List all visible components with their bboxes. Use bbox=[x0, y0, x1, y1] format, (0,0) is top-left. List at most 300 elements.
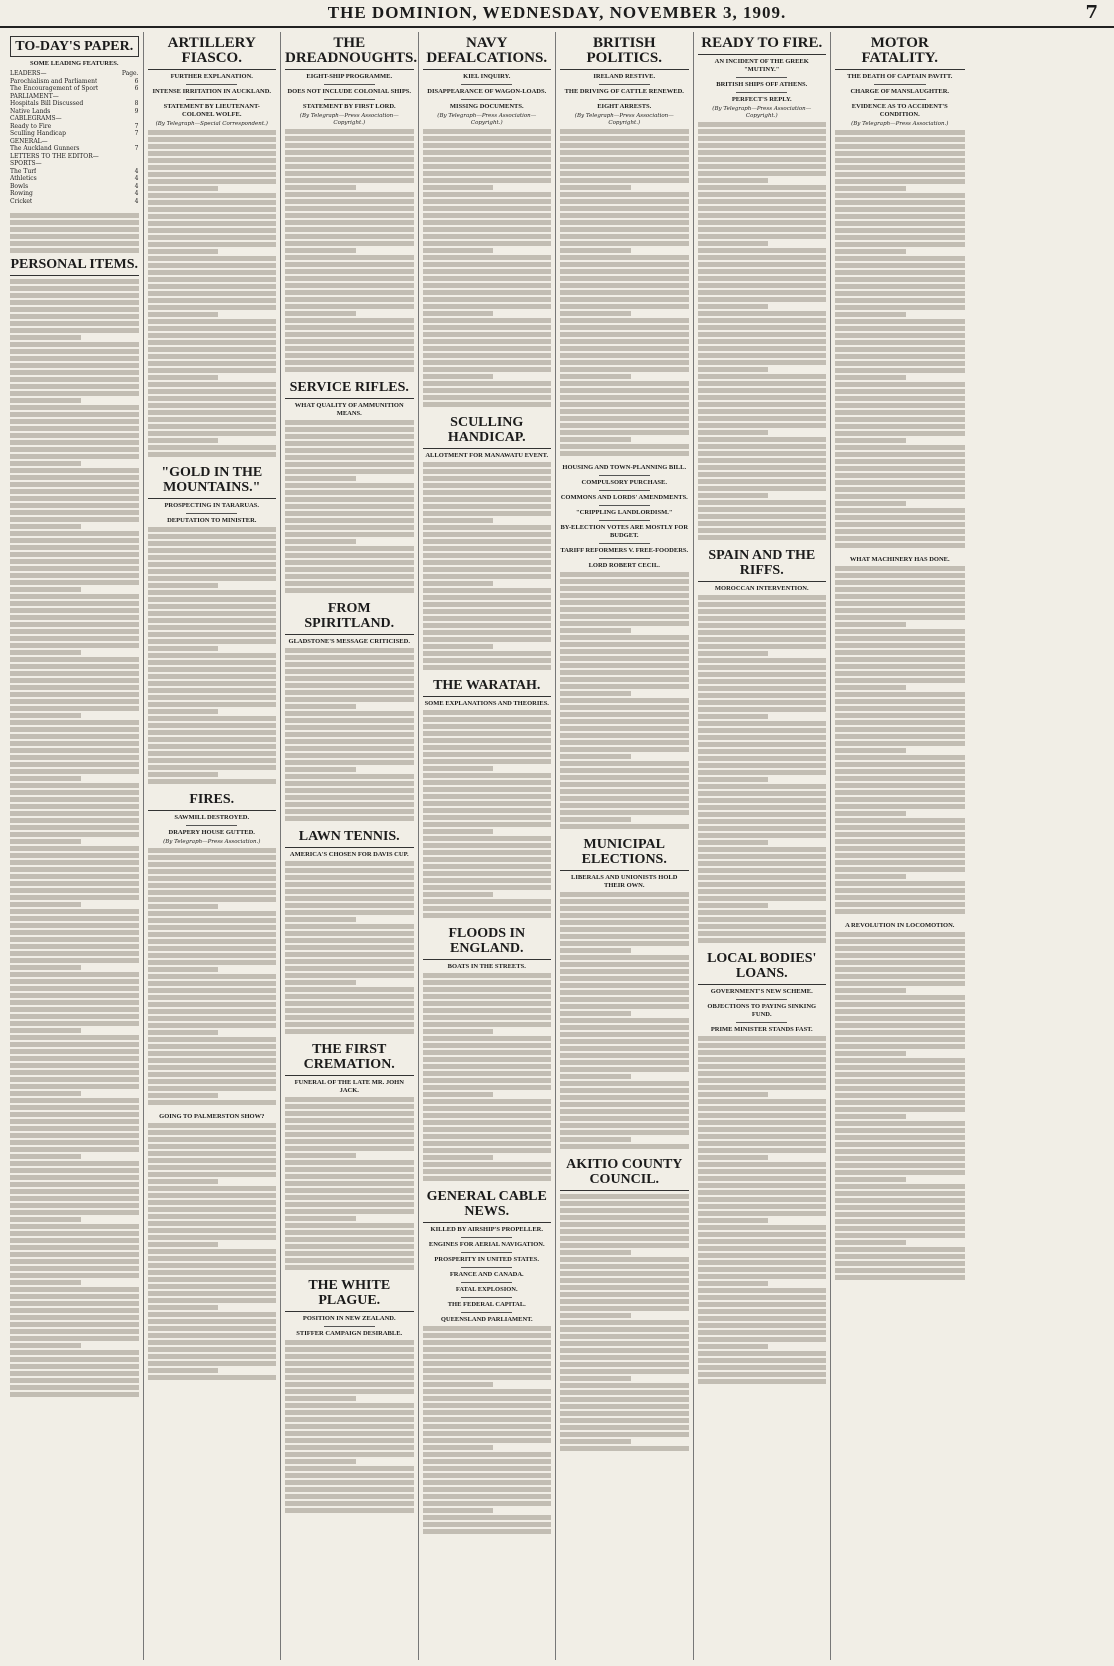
column-5 bbox=[556, 32, 694, 1660]
text-line bbox=[835, 573, 965, 578]
text-line bbox=[835, 783, 965, 788]
text-line bbox=[285, 539, 356, 544]
text-line bbox=[698, 367, 769, 372]
text-line bbox=[285, 157, 414, 162]
text-line bbox=[423, 1445, 494, 1450]
text-line bbox=[423, 829, 494, 834]
text-line bbox=[698, 1253, 827, 1258]
text-line bbox=[10, 755, 139, 760]
index-row bbox=[10, 115, 139, 123]
text-line bbox=[698, 616, 827, 621]
divider bbox=[461, 1267, 512, 1268]
text-line bbox=[148, 1165, 277, 1170]
text-line bbox=[148, 611, 277, 616]
text-line bbox=[560, 339, 689, 344]
section-subhead: OBJECTIONS TO PAYING SINKING FUND. bbox=[707, 1003, 817, 1018]
text-line bbox=[835, 305, 965, 310]
divider bbox=[461, 1237, 512, 1238]
text-line bbox=[285, 924, 414, 929]
index-label: Rowing bbox=[10, 190, 33, 197]
text-line bbox=[835, 1037, 965, 1042]
text-line bbox=[285, 269, 414, 274]
text-line bbox=[285, 732, 414, 737]
text-line bbox=[148, 1144, 277, 1149]
text-line bbox=[835, 1233, 965, 1238]
text-line bbox=[148, 1263, 277, 1268]
divider bbox=[736, 77, 787, 78]
text-line bbox=[560, 1425, 689, 1430]
text-line bbox=[835, 1219, 965, 1224]
text-line bbox=[423, 402, 552, 407]
text-line bbox=[560, 691, 631, 696]
text-line bbox=[10, 1252, 139, 1257]
section-subhead: POSITION IN NEW ZEALAND. bbox=[302, 1315, 396, 1322]
text-line bbox=[560, 782, 689, 787]
text-line bbox=[285, 816, 414, 821]
text-line bbox=[423, 644, 494, 649]
text-line bbox=[698, 528, 827, 533]
text-line bbox=[285, 1160, 414, 1165]
text-line bbox=[10, 615, 139, 620]
text-line bbox=[285, 220, 414, 225]
text-line bbox=[835, 508, 965, 513]
text-line bbox=[423, 248, 494, 253]
text-line bbox=[835, 1016, 965, 1021]
text-line bbox=[835, 895, 965, 900]
text-line bbox=[285, 1389, 414, 1394]
section-headline: SPAIN AND THE RIFFS. bbox=[698, 548, 827, 582]
text-line bbox=[560, 1306, 689, 1311]
text-line bbox=[423, 1515, 552, 1520]
text-line bbox=[423, 546, 552, 551]
text-line bbox=[148, 1207, 277, 1212]
article-body bbox=[148, 1123, 277, 1380]
text-line bbox=[835, 179, 965, 184]
text-line bbox=[698, 150, 827, 155]
text-line bbox=[148, 1065, 277, 1070]
text-line bbox=[560, 388, 689, 393]
article-body bbox=[560, 892, 689, 1149]
text-line bbox=[835, 1198, 965, 1203]
text-line bbox=[560, 1383, 689, 1388]
section-subhead: KILLED BY AIRSHIP'S PROPELLER. bbox=[430, 1226, 543, 1233]
text-line bbox=[835, 340, 965, 345]
text-line bbox=[835, 1149, 965, 1154]
text-line bbox=[560, 346, 689, 351]
text-line bbox=[148, 1023, 277, 1028]
text-line bbox=[10, 1161, 139, 1166]
text-line bbox=[835, 981, 965, 986]
text-line bbox=[560, 927, 689, 932]
section-headline: MOTOR FATALITY. bbox=[835, 36, 965, 70]
text-line bbox=[560, 1292, 689, 1297]
text-line bbox=[148, 632, 277, 637]
article-body bbox=[423, 1326, 552, 1534]
text-line bbox=[285, 697, 414, 702]
text-line bbox=[423, 651, 552, 656]
news-section bbox=[560, 1157, 689, 1451]
text-line bbox=[148, 646, 219, 651]
text-line bbox=[10, 454, 139, 459]
text-line bbox=[10, 580, 139, 585]
text-line bbox=[698, 882, 827, 887]
text-line bbox=[698, 1050, 827, 1055]
text-line bbox=[560, 444, 689, 449]
text-line bbox=[835, 762, 965, 767]
text-line bbox=[285, 1118, 414, 1123]
text-line bbox=[10, 426, 139, 431]
text-line bbox=[148, 361, 277, 366]
text-line bbox=[698, 332, 827, 337]
text-line bbox=[10, 1091, 81, 1096]
text-line bbox=[285, 129, 414, 134]
text-line bbox=[148, 653, 277, 658]
text-line bbox=[10, 510, 139, 515]
text-line bbox=[698, 430, 769, 435]
text-line bbox=[285, 711, 414, 716]
text-line bbox=[560, 1123, 689, 1128]
text-line bbox=[698, 707, 827, 712]
section-subhead: FURTHER EXPLANATION. bbox=[170, 73, 253, 80]
text-line bbox=[10, 356, 139, 361]
text-line bbox=[698, 1197, 827, 1202]
news-section bbox=[423, 926, 552, 1181]
text-line bbox=[560, 572, 689, 577]
text-line bbox=[698, 423, 827, 428]
text-line bbox=[148, 1312, 277, 1317]
news-section bbox=[560, 837, 689, 1149]
text-line bbox=[285, 553, 414, 558]
text-line bbox=[835, 368, 965, 373]
text-line bbox=[10, 559, 139, 564]
text-line bbox=[698, 199, 827, 204]
text-line bbox=[835, 643, 965, 648]
text-line bbox=[835, 536, 965, 541]
text-line bbox=[560, 374, 631, 379]
text-line bbox=[285, 1244, 414, 1249]
text-line bbox=[423, 1403, 552, 1408]
text-line bbox=[423, 525, 552, 530]
text-line bbox=[10, 909, 139, 914]
text-line bbox=[698, 784, 827, 789]
text-line bbox=[423, 1092, 494, 1097]
text-line bbox=[148, 1256, 277, 1261]
text-line bbox=[285, 1258, 414, 1263]
text-line bbox=[10, 538, 139, 543]
text-line bbox=[10, 531, 139, 536]
text-line bbox=[10, 349, 139, 354]
text-line bbox=[423, 227, 552, 232]
text-line bbox=[285, 367, 414, 372]
text-line bbox=[285, 1237, 414, 1242]
index-label: The Auckland Gunners bbox=[10, 145, 80, 152]
text-line bbox=[10, 1371, 139, 1376]
text-line bbox=[835, 445, 965, 450]
text-line bbox=[10, 363, 139, 368]
text-line bbox=[148, 1242, 219, 1247]
text-line bbox=[10, 1322, 139, 1327]
text-line bbox=[148, 890, 277, 895]
text-line bbox=[835, 382, 965, 387]
text-line bbox=[560, 628, 631, 633]
text-line bbox=[285, 234, 414, 239]
article-body bbox=[285, 861, 414, 1034]
news-section bbox=[10, 257, 139, 1397]
text-line bbox=[560, 705, 689, 710]
text-line bbox=[698, 630, 827, 635]
section-subhead: BOATS IN THE STREETS. bbox=[447, 963, 526, 970]
text-line bbox=[423, 885, 552, 890]
text-line bbox=[560, 304, 689, 309]
text-line bbox=[10, 220, 139, 225]
text-line bbox=[560, 185, 631, 190]
article-body bbox=[285, 129, 414, 372]
section-subhead: PERFECT'S REPLY. bbox=[731, 96, 792, 103]
wire-credit: (By Telegraph—Press Association—Copyright.) bbox=[299, 113, 399, 126]
text-line bbox=[10, 699, 139, 704]
text-line bbox=[148, 1030, 219, 1035]
text-line bbox=[835, 734, 965, 739]
text-line bbox=[285, 567, 414, 572]
text-line bbox=[148, 144, 277, 149]
text-line bbox=[148, 193, 277, 198]
text-line bbox=[148, 974, 277, 979]
text-line bbox=[10, 965, 81, 970]
text-line bbox=[835, 228, 965, 233]
text-line bbox=[698, 360, 827, 365]
text-line bbox=[285, 511, 414, 516]
text-line bbox=[10, 405, 139, 410]
text-line bbox=[560, 635, 689, 640]
text-line bbox=[285, 959, 414, 964]
text-line bbox=[835, 1086, 965, 1091]
text-line bbox=[148, 130, 277, 135]
text-line bbox=[560, 171, 689, 176]
text-line bbox=[423, 913, 552, 918]
text-line bbox=[423, 892, 494, 897]
text-line bbox=[423, 1071, 552, 1076]
text-line bbox=[835, 417, 965, 422]
section-headline: SERVICE RIFLES. bbox=[285, 380, 414, 399]
text-line bbox=[423, 1417, 552, 1422]
text-line bbox=[698, 507, 827, 512]
text-line bbox=[285, 297, 414, 302]
text-line bbox=[698, 1260, 827, 1265]
news-section bbox=[698, 951, 827, 1384]
text-line bbox=[148, 312, 219, 317]
text-line bbox=[698, 416, 827, 421]
text-line bbox=[835, 1268, 965, 1273]
text-line bbox=[148, 1086, 277, 1091]
text-line bbox=[423, 871, 552, 876]
text-line bbox=[835, 235, 965, 240]
text-line bbox=[423, 899, 552, 904]
text-line bbox=[423, 381, 552, 386]
text-line bbox=[285, 760, 414, 765]
text-line bbox=[560, 1439, 631, 1444]
text-line bbox=[148, 1284, 277, 1289]
text-line bbox=[423, 395, 552, 400]
text-line bbox=[835, 298, 965, 303]
text-line bbox=[835, 1135, 965, 1140]
text-line bbox=[698, 938, 827, 943]
divider bbox=[599, 543, 650, 544]
text-line bbox=[285, 525, 414, 530]
text-line bbox=[835, 995, 965, 1000]
text-line bbox=[835, 256, 965, 261]
text-line bbox=[698, 1218, 769, 1223]
text-line bbox=[423, 192, 552, 197]
index-row bbox=[10, 145, 139, 153]
index-row bbox=[10, 93, 139, 101]
section-headline: FROM SPIRITLAND. bbox=[285, 601, 414, 635]
text-line bbox=[560, 817, 631, 822]
text-line bbox=[560, 1327, 689, 1332]
index-page: 6 bbox=[134, 85, 139, 92]
section-subhead: LORD ROBERT CECIL. bbox=[588, 562, 660, 569]
text-line bbox=[285, 227, 414, 232]
text-line bbox=[423, 808, 552, 813]
text-line bbox=[285, 1251, 414, 1256]
text-line bbox=[560, 1053, 689, 1058]
text-line bbox=[148, 681, 277, 686]
text-line bbox=[698, 875, 827, 880]
text-line bbox=[10, 1315, 139, 1320]
text-line bbox=[835, 1261, 965, 1266]
text-line bbox=[835, 1093, 965, 1098]
text-line bbox=[835, 811, 906, 816]
text-line bbox=[10, 1266, 139, 1271]
text-line bbox=[835, 1023, 965, 1028]
text-line bbox=[423, 1452, 552, 1457]
text-line bbox=[835, 501, 906, 506]
divider bbox=[186, 84, 237, 85]
text-line bbox=[698, 777, 769, 782]
text-line bbox=[835, 466, 965, 471]
text-line bbox=[835, 881, 965, 886]
text-line bbox=[835, 1121, 965, 1126]
text-line bbox=[698, 1288, 827, 1293]
text-line bbox=[148, 751, 277, 756]
text-line bbox=[10, 1280, 81, 1285]
text-line bbox=[835, 1156, 965, 1161]
text-line bbox=[560, 906, 689, 911]
text-line bbox=[148, 1093, 219, 1098]
text-line bbox=[10, 636, 139, 641]
text-line bbox=[835, 1107, 965, 1112]
text-line bbox=[698, 192, 827, 197]
masthead bbox=[0, 0, 1114, 28]
text-line bbox=[285, 931, 414, 936]
text-line bbox=[423, 1127, 552, 1132]
index-row bbox=[10, 175, 139, 183]
index-label: Cricket bbox=[10, 197, 33, 205]
index-row bbox=[10, 160, 139, 168]
text-line bbox=[148, 1368, 219, 1373]
news-section bbox=[148, 36, 277, 457]
text-line bbox=[423, 1043, 552, 1048]
text-line bbox=[423, 630, 552, 635]
text-line bbox=[560, 663, 689, 668]
text-line bbox=[285, 255, 414, 260]
section-subhead: GOVERNMENT'S NEW SCHEME. bbox=[710, 988, 813, 995]
text-line bbox=[148, 527, 277, 532]
text-line bbox=[148, 674, 277, 679]
news-section bbox=[423, 678, 552, 918]
text-line bbox=[835, 354, 965, 359]
text-line bbox=[698, 714, 769, 719]
text-line bbox=[423, 1176, 552, 1181]
text-line bbox=[423, 255, 552, 260]
text-line bbox=[423, 623, 552, 628]
column-7 bbox=[831, 32, 969, 1660]
text-line bbox=[560, 1334, 689, 1339]
text-line bbox=[560, 136, 689, 141]
text-line bbox=[285, 504, 414, 509]
news-section bbox=[835, 556, 965, 914]
text-line bbox=[10, 1049, 139, 1054]
text-line bbox=[285, 164, 414, 169]
text-line bbox=[423, 1141, 552, 1146]
text-line bbox=[10, 468, 139, 473]
text-line bbox=[10, 1133, 139, 1138]
text-line bbox=[423, 850, 552, 855]
text-line bbox=[10, 1028, 81, 1033]
text-line bbox=[423, 815, 552, 820]
text-line bbox=[698, 917, 827, 922]
text-line bbox=[698, 255, 827, 260]
text-line bbox=[10, 370, 139, 375]
text-line bbox=[10, 307, 139, 312]
text-line bbox=[148, 263, 277, 268]
text-line bbox=[560, 1397, 689, 1402]
column-1 bbox=[6, 32, 144, 1660]
section-subhead: MOROCCAN INTERVENTION. bbox=[714, 585, 809, 592]
wire-credit: (By Telegraph—Press Association.) bbox=[163, 839, 261, 845]
text-line bbox=[560, 150, 689, 155]
text-line bbox=[835, 608, 965, 613]
divider bbox=[874, 84, 926, 85]
text-line bbox=[285, 1181, 414, 1186]
section-subhead: BRITISH SHIPS OFF ATHENS. bbox=[716, 81, 808, 88]
text-line bbox=[698, 458, 827, 463]
text-line bbox=[423, 297, 552, 302]
text-line bbox=[10, 1217, 81, 1222]
article-body bbox=[560, 1194, 689, 1451]
text-line bbox=[10, 622, 139, 627]
text-line bbox=[10, 776, 81, 781]
text-line bbox=[423, 360, 552, 365]
text-line bbox=[560, 955, 689, 960]
text-line bbox=[835, 522, 965, 527]
index-label: CABLEGRAMS— bbox=[10, 115, 62, 122]
text-line bbox=[423, 773, 552, 778]
text-line bbox=[285, 1216, 356, 1221]
text-line bbox=[835, 1100, 965, 1105]
text-line bbox=[835, 200, 965, 205]
text-line bbox=[560, 276, 689, 281]
text-line bbox=[835, 657, 965, 662]
text-line bbox=[698, 805, 827, 810]
text-line bbox=[835, 974, 965, 979]
text-line bbox=[285, 1403, 414, 1408]
index-row bbox=[10, 153, 139, 161]
text-line bbox=[10, 587, 81, 592]
text-line bbox=[285, 795, 414, 800]
text-line bbox=[285, 1438, 414, 1443]
text-line bbox=[285, 1167, 414, 1172]
index-row bbox=[10, 168, 139, 176]
